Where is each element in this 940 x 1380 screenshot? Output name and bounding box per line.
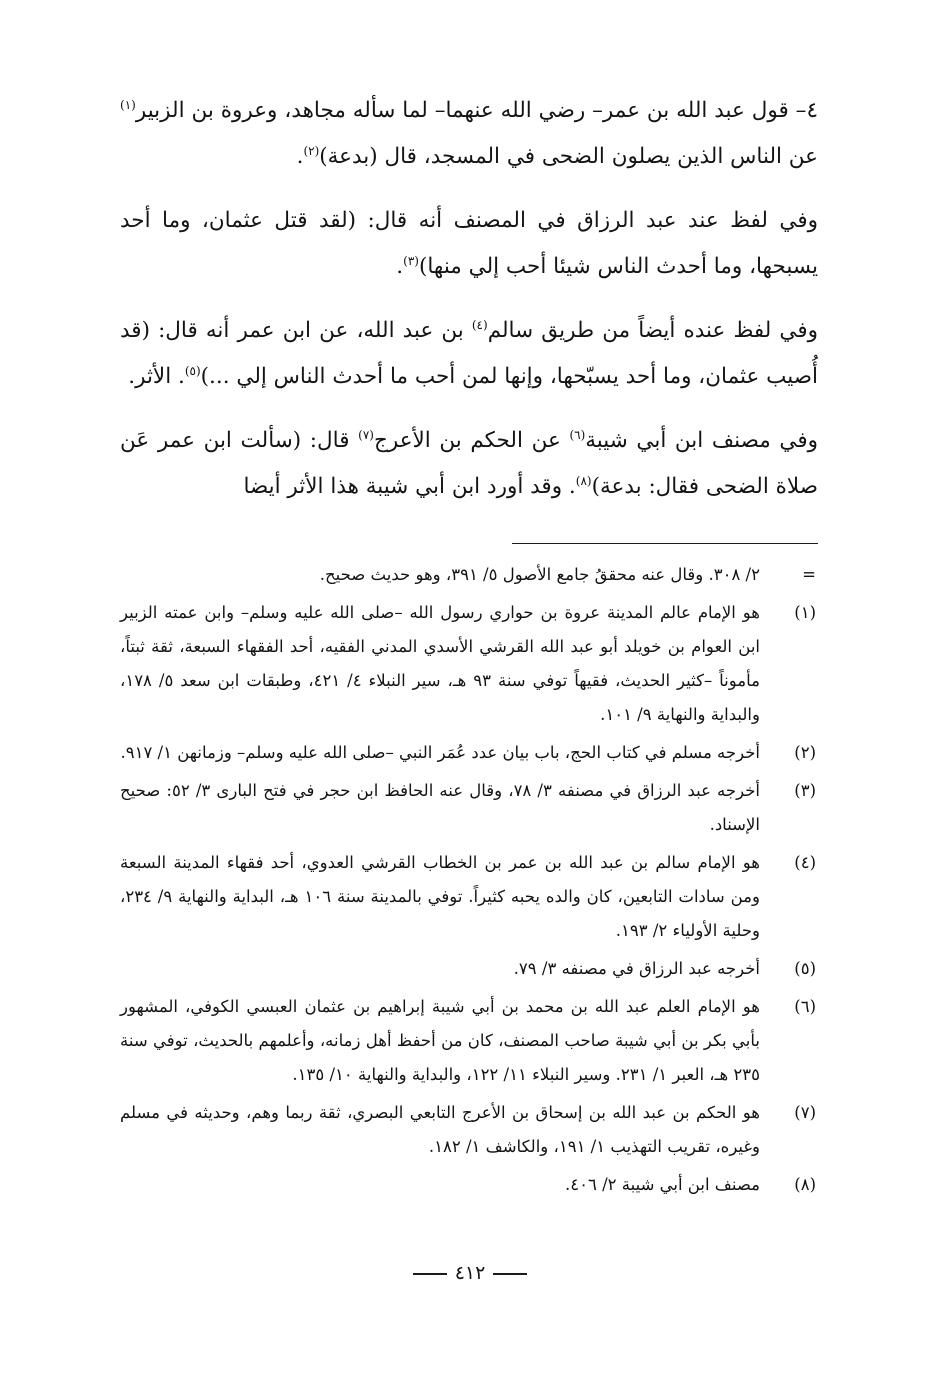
footnote-3 [120,774,818,842]
footnote-number: (١) [794,603,816,622]
footnote-ref: (٢) [303,143,320,158]
footnote-number: (٨) [794,1175,816,1194]
paragraph-text: . الأثر. [128,364,185,389]
footnote-ref: (٥) [184,363,201,378]
footnote-number: (٢) [794,743,816,762]
footnotes [120,558,818,1206]
footnote-ref: (٣) [403,253,419,268]
footnote-text: أخرجه مسلم في كتاب الحج، باب بيان عدد عُمَر النبي –صلى الله عليه وسلم– وزمانهن ١/ ٩١٧. [120,743,760,762]
paragraph-text: بن عبد الله، عن ابن عمر أنه قال: (قد أُصيب عثمان، وما أحد يسبّحها، وإنها لمن أحب ما أحدث الناس إلي ...) [120,318,818,389]
paragraph-text: وفي لفظ عند عبد الرزاق في المصنف أنه قال: (لقد قتل عثمان، وما أحد يسبحها، وما أحدث الناس شيئا أحب إلي منها) [120,208,818,279]
paragraph-text: عن الحكم بن الأعرج [373,428,570,453]
footnote-number: = [802,565,816,584]
footnote-text: هو الإمام عالم المدينة عروة بن حواري رسول الله –صلى الله عليه وسلم– وابن عمته الزبير ابن العوام بن خويلد أبو عبد الله القرشي الأسدي المدني الفقيه، أحد الفقهاء السبعة، ثقة ثبتاً، مأموناً –كثير الحديث، فقيهاً توفي سنة ٩٣ هـ، سير النبلاء ٤/ ٤٢١، وطبقات ابن سعد ٥/ ١٧٨، والبداية والنهاية ٩/ ١٠١. [120,603,761,724]
main-text [120,88,818,528]
footnote-text: هو الإمام العلم عبد الله بن محمد بن أبي شيبة إبراهيم بن عثمان العبسي الكوفي، المشهور بأبي بكر بن أبي شيبة صاحب المصنف، كان من أحفظ أهل زمانه، وأعلمهم بالحديث، توفي سنة ٢٣٥ هـ، العبر ١/ ٢٣١. وسير النبلاء ١١/ ١٢٢، والبداية والنهاية ١٠/ ١٣٥. [120,997,760,1084]
page-number-value: ٤١٢ [454,1262,486,1284]
dash-left [493,1273,527,1275]
footnote-1 [120,596,818,732]
paragraph-text: قال: (سألت ابن عمر عَن صلاة الضحى فقال: بدعة) [120,428,818,499]
paragraph-2 [120,198,818,290]
paragraph-text: وفي لفظ عنده أيضاً من طريق سالم [487,318,818,343]
footnote-number: (٣) [794,781,816,800]
footnote-number: (٧) [794,1103,816,1122]
page-number [0,1262,940,1284]
paragraph-text: ٤– قول عبد الله بن عمر– رضي الله عنهما– لما سأله مجاهد، وعروة بن الزبير [135,98,818,123]
footnote-text: هو الحكم بن عبد الله بن إسحاق بن الأعرج التابعي البصري، ثقة ربما وهم، وحديثه في مسلم وغيره، تقريب التهذيب ١/ ١٩١، والكاشف ١/ ١٨٢. [120,1103,760,1156]
dash-right [413,1273,447,1275]
footnote-4 [120,846,818,948]
footnote-ref: (٤) [471,317,488,332]
footnote-text: ٢/ ٣٠٨. وقال عنه محققُ جامع الأصول ٥/ ٣٩١، وهو حديث صحيح. [319,565,760,584]
paragraph-text: عن الناس الذين يصلون الضحى في المسجد، قال (بدعة) [319,144,818,169]
paragraph-1 [120,88,818,180]
footnote-continuation [120,558,818,592]
footnote-text: هو الإمام سالم بن عبد الله بن عمر بن الخطاب القرشي العدوي، أحد فقهاء المدينة السبعة ومن سادات التابعين، كان والده يحبه كثيراً. توفي بالمدينة سنة ١٠٦ هـ، البداية والنهاية ٩/ ٢٣٤، وحلية الأولياء ٢/ ١٩٣. [120,853,760,940]
footnote-separator [512,543,818,544]
footnote-ref: (٦) [569,427,586,442]
footnote-text: مصنف ابن أبي شيبة ٢/ ٤٠٦. [564,1175,760,1194]
paragraph-3 [120,308,818,400]
footnote-8 [120,1168,818,1202]
footnote-number: (٥) [794,959,816,978]
footnote-5 [120,952,818,986]
footnote-text: أخرجه عبد الرزاق في مصنفه ٣/ ٧٨، وقال عنه الحافظ ابن حجر في فتح البارى ٣/ ٥٢: صحيح الإسناد. [120,781,760,834]
footnote-number: (٦) [794,997,816,1016]
footnote-text: أخرجه عبد الرزاق في مصنفه ٣/ ٧٩. [513,959,760,978]
paragraph-text: . [296,144,304,169]
footnote-number: (٤) [794,853,816,872]
paragraph-text: . [396,254,404,279]
footnote-7 [120,1096,818,1164]
paragraph-text: . وقد أورد ابن أبي شيبة هذا الأثر أيضا [243,474,576,499]
paragraph-text: وفي مصنف ابن أبي شيبة [585,428,819,453]
footnote-ref: (٧) [358,427,374,442]
footnote-2 [120,736,818,770]
footnote-ref: (٨) [575,473,592,488]
footnote-ref: (١) [120,97,136,112]
paragraph-4 [120,418,818,510]
footnote-6 [120,990,818,1092]
